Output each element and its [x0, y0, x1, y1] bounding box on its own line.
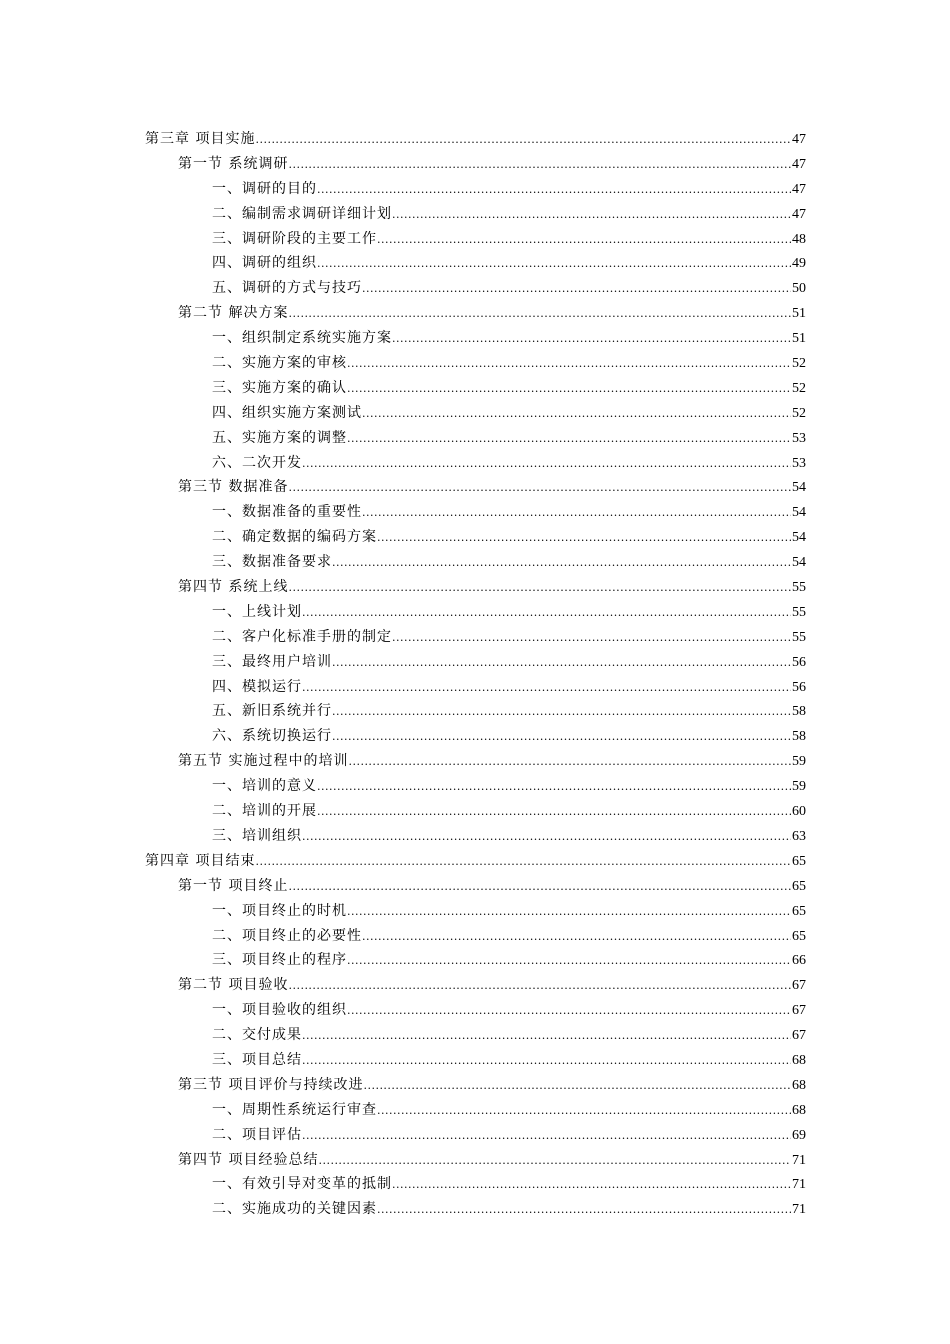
- toc-subsection-entry[interactable]: [145, 1023, 806, 1048]
- toc-entry-title: 四、调研的组织: [212, 255, 317, 272]
- toc-dot-leader: [255, 128, 791, 153]
- toc-dot-leader: [302, 452, 791, 477]
- toc-page-number: 54: [792, 530, 806, 546]
- toc-entry-title: 三、调研阶段的主要工作: [212, 230, 377, 247]
- toc-dot-leader: [317, 252, 791, 277]
- toc-dot-leader: [255, 850, 791, 875]
- toc-subsection-entry[interactable]: [145, 376, 806, 401]
- toc-dot-leader: [288, 476, 791, 501]
- toc-dot-leader: [377, 1198, 791, 1223]
- toc-dot-leader: [302, 676, 791, 701]
- toc-dot-leader: [362, 277, 791, 302]
- toc-subsection-entry[interactable]: [145, 426, 806, 451]
- toc-subsection-entry[interactable]: [145, 1048, 806, 1073]
- toc-subsection-entry[interactable]: [145, 675, 806, 700]
- toc-entry-title: 第一节 系统调研: [178, 155, 289, 172]
- toc-chapter-entry[interactable]: [145, 849, 806, 874]
- toc-entry-title: 二、交付成果: [212, 1027, 302, 1044]
- toc-entry-title: 第二节 解决方案: [178, 305, 289, 322]
- toc-page-number: 55: [792, 629, 806, 645]
- toc-page-number: 71: [792, 1177, 806, 1193]
- toc-entry-title: 第四节 项目经验总结: [178, 1151, 319, 1168]
- toc-page-number: 52: [792, 356, 806, 372]
- toc-dot-leader: [347, 949, 791, 974]
- toc-page-number: 59: [792, 779, 806, 795]
- toc-subsection-entry[interactable]: [145, 525, 806, 550]
- toc-entry-title: 五、实施方案的调整: [212, 429, 347, 446]
- toc-dot-leader: [302, 825, 791, 850]
- toc-entry-title: 第一节 项目终止: [178, 877, 289, 894]
- toc-dot-leader: [362, 925, 791, 950]
- toc-page-number: 53: [792, 455, 806, 471]
- toc-page-number: 54: [792, 555, 806, 571]
- toc-subsection-entry[interactable]: [145, 650, 806, 675]
- toc-dot-leader: [288, 875, 791, 900]
- toc-dot-leader: [302, 1024, 791, 1049]
- toc-page-number: 60: [792, 804, 806, 820]
- toc-dot-leader: [347, 427, 791, 452]
- toc-page-number: 53: [792, 430, 806, 446]
- toc-dot-leader: [392, 1173, 791, 1198]
- toc-entry-title: 二、项目终止的必要性: [212, 927, 362, 944]
- toc-page-number: 51: [792, 331, 806, 347]
- toc-dot-leader: [302, 1049, 791, 1074]
- toc-dot-leader: [288, 153, 791, 178]
- toc-dot-leader: [317, 775, 791, 800]
- toc-entry-title: 三、最终用户培训: [212, 653, 332, 670]
- toc-section-entry[interactable]: [145, 152, 806, 177]
- toc-page-number: 67: [792, 1003, 806, 1019]
- toc-entry-title: 一、项目终止的时机: [212, 902, 347, 919]
- toc-page-number: 49: [792, 256, 806, 272]
- toc-page-number: 58: [792, 729, 806, 745]
- toc-page-number: 52: [792, 380, 806, 396]
- toc-page-number: 71: [792, 1202, 806, 1218]
- toc-subsection-entry[interactable]: [145, 276, 806, 301]
- toc-entry-title: 第四章 项目结束: [145, 852, 256, 869]
- toc-entry-title: 第二节 项目验收: [178, 977, 289, 994]
- toc-page-number: 50: [792, 281, 806, 297]
- toc-entry-title: 二、培训的开展: [212, 803, 317, 820]
- toc-section-entry[interactable]: [145, 1148, 806, 1173]
- toc-page-number: 69: [792, 1127, 806, 1143]
- toc-entry-title: 一、上线计划: [212, 603, 302, 620]
- toc-entry-title: 一、周期性系统运行审查: [212, 1101, 377, 1118]
- toc-page-number: 54: [792, 505, 806, 521]
- toc-subsection-entry[interactable]: [145, 500, 806, 525]
- toc-section-entry[interactable]: [145, 749, 806, 774]
- toc-page-number: 48: [792, 231, 806, 247]
- toc-dot-leader: [392, 203, 791, 228]
- toc-section-entry[interactable]: [145, 575, 806, 600]
- toc-dot-leader: [377, 228, 791, 253]
- toc-chapter-entry[interactable]: [145, 127, 806, 152]
- toc-subsection-entry[interactable]: [145, 177, 806, 202]
- toc-page-number: 51: [792, 306, 806, 322]
- toc-dot-leader: [288, 302, 791, 327]
- toc-entry-title: 三、数据准备要求: [212, 554, 332, 571]
- toc-dot-leader: [347, 377, 791, 402]
- toc-entry-title: 第四节 系统上线: [178, 579, 289, 596]
- toc-dot-leader: [363, 1074, 791, 1099]
- toc-subsection-entry[interactable]: [145, 799, 806, 824]
- toc-entry-title: 二、项目评估: [212, 1126, 302, 1143]
- toc-entry-title: 一、项目验收的组织: [212, 1002, 347, 1019]
- toc-page-number: 68: [792, 1052, 806, 1068]
- toc-page-number: 47: [792, 132, 806, 147]
- toc-entry-title: 三、项目终止的程序: [212, 952, 347, 969]
- toc-dot-leader: [318, 1149, 791, 1174]
- toc-subsection-entry[interactable]: [145, 600, 806, 625]
- toc-subsection-entry[interactable]: [145, 227, 806, 252]
- toc-page-number: 47: [792, 206, 806, 222]
- toc-subsection-entry[interactable]: [145, 824, 806, 849]
- toc-subsection-entry[interactable]: [145, 451, 806, 476]
- toc-dot-leader: [347, 352, 791, 377]
- toc-subsection-entry[interactable]: [145, 351, 806, 376]
- toc-page-number: 54: [792, 480, 806, 496]
- toc-subsection-entry[interactable]: [145, 899, 806, 924]
- toc-entry-title: 二、确定数据的编码方案: [212, 529, 377, 546]
- toc-subsection-entry[interactable]: [145, 774, 806, 799]
- toc-page-number: 47: [792, 156, 806, 172]
- toc-entry-title: 第三节 项目评价与持续改进: [178, 1076, 364, 1093]
- toc-entry-title: 二、客户化标准手册的制定: [212, 628, 392, 645]
- toc-dot-leader: [332, 700, 791, 725]
- toc-entry-title: 三、项目总结: [212, 1051, 302, 1068]
- toc-dot-leader: [348, 750, 791, 775]
- toc-dot-leader: [332, 651, 791, 676]
- toc-subsection-entry[interactable]: [145, 924, 806, 949]
- toc-dot-leader: [302, 601, 791, 626]
- toc-page-number: 56: [792, 679, 806, 695]
- toc-dot-leader: [362, 501, 791, 526]
- toc-dot-leader: [288, 576, 791, 601]
- toc-dot-leader: [377, 526, 791, 551]
- toc-subsection-entry[interactable]: [145, 1123, 806, 1148]
- toc-entry-title: 二、编制需求调研详细计划: [212, 205, 392, 222]
- toc-entry-title: 四、组织实施方案测试: [212, 404, 362, 421]
- toc-subsection-entry[interactable]: [145, 1172, 806, 1197]
- toc-dot-leader: [332, 551, 791, 576]
- toc-subsection-entry[interactable]: [145, 998, 806, 1023]
- toc-section-entry[interactable]: [145, 1073, 806, 1098]
- toc-page-number: 59: [792, 754, 806, 770]
- toc-subsection-entry[interactable]: [145, 326, 806, 351]
- table-of-contents: [145, 127, 806, 1222]
- toc-entry-title: 二、实施方案的审核: [212, 355, 347, 372]
- toc-entry-title: 一、培训的意义: [212, 778, 317, 795]
- toc-entry-title: 一、调研的目的: [212, 180, 317, 197]
- toc-dot-leader: [347, 999, 791, 1024]
- toc-page-number: 65: [792, 903, 806, 919]
- toc-page-number: 47: [792, 181, 806, 197]
- toc-subsection-entry[interactable]: [145, 401, 806, 426]
- toc-dot-leader: [377, 1099, 791, 1124]
- toc-entry-title: 二、实施成功的关键因素: [212, 1201, 377, 1218]
- toc-entry-title: 五、新旧系统并行: [212, 703, 332, 720]
- toc-subsection-entry[interactable]: [145, 625, 806, 650]
- toc-dot-leader: [288, 974, 791, 999]
- toc-entry-title: 六、二次开发: [212, 454, 302, 471]
- toc-dot-leader: [392, 626, 791, 651]
- toc-dot-leader: [392, 327, 791, 352]
- toc-entry-title: 一、数据准备的重要性: [212, 504, 362, 521]
- toc-entry-title: 四、模拟运行: [212, 678, 302, 695]
- toc-entry-title: 一、有效引导对变革的抵制: [212, 1176, 392, 1193]
- toc-dot-leader: [302, 1124, 791, 1149]
- toc-section-entry[interactable]: [145, 301, 806, 326]
- toc-subsection-entry[interactable]: [145, 550, 806, 575]
- toc-entry-title: 三、实施方案的确认: [212, 379, 347, 396]
- toc-subsection-entry[interactable]: [145, 1098, 806, 1123]
- toc-page-number: 71: [792, 1152, 806, 1168]
- toc-entry-title: 第五节 实施过程中的培训: [178, 753, 349, 770]
- toc-entry-title: 五、调研的方式与技巧: [212, 280, 362, 297]
- toc-page-number: 67: [792, 978, 806, 994]
- toc-page-number: 68: [792, 1102, 806, 1118]
- toc-page-number: 63: [792, 828, 806, 844]
- toc-page-number: 56: [792, 654, 806, 670]
- toc-dot-leader: [317, 800, 791, 825]
- toc-page-number: 52: [792, 405, 806, 421]
- toc-page-number: 66: [792, 953, 806, 969]
- toc-subsection-entry[interactable]: [145, 948, 806, 973]
- toc-entry-title: 第三节 数据准备: [178, 479, 289, 496]
- toc-subsection-entry[interactable]: [145, 1197, 806, 1222]
- toc-entry-title: 第三章 项目实施: [145, 131, 256, 147]
- toc-page-number: 67: [792, 1028, 806, 1044]
- toc-dot-leader: [362, 402, 791, 427]
- toc-section-entry[interactable]: [145, 475, 806, 500]
- toc-page-number: 55: [792, 604, 806, 620]
- toc-dot-leader: [332, 725, 791, 750]
- toc-entry-title: 三、培训组织: [212, 827, 302, 844]
- toc-page-number: 55: [792, 580, 806, 596]
- toc-section-entry[interactable]: [145, 874, 806, 899]
- toc-subsection-entry[interactable]: [145, 699, 806, 724]
- toc-dot-leader: [347, 900, 791, 925]
- toc-page-number: 58: [792, 704, 806, 720]
- toc-page-number: 65: [792, 878, 806, 894]
- toc-subsection-entry[interactable]: [145, 724, 806, 749]
- toc-page-number: 68: [792, 1077, 806, 1093]
- toc-entry-title: 一、组织制定系统实施方案: [212, 330, 392, 347]
- toc-page-number: 65: [792, 853, 806, 869]
- toc-page-number: 65: [792, 928, 806, 944]
- toc-section-entry[interactable]: [145, 973, 806, 998]
- toc-subsection-entry[interactable]: [145, 202, 806, 227]
- toc-subsection-entry[interactable]: [145, 251, 806, 276]
- toc-entry-title: 六、系统切换运行: [212, 728, 332, 745]
- toc-dot-leader: [317, 178, 791, 203]
